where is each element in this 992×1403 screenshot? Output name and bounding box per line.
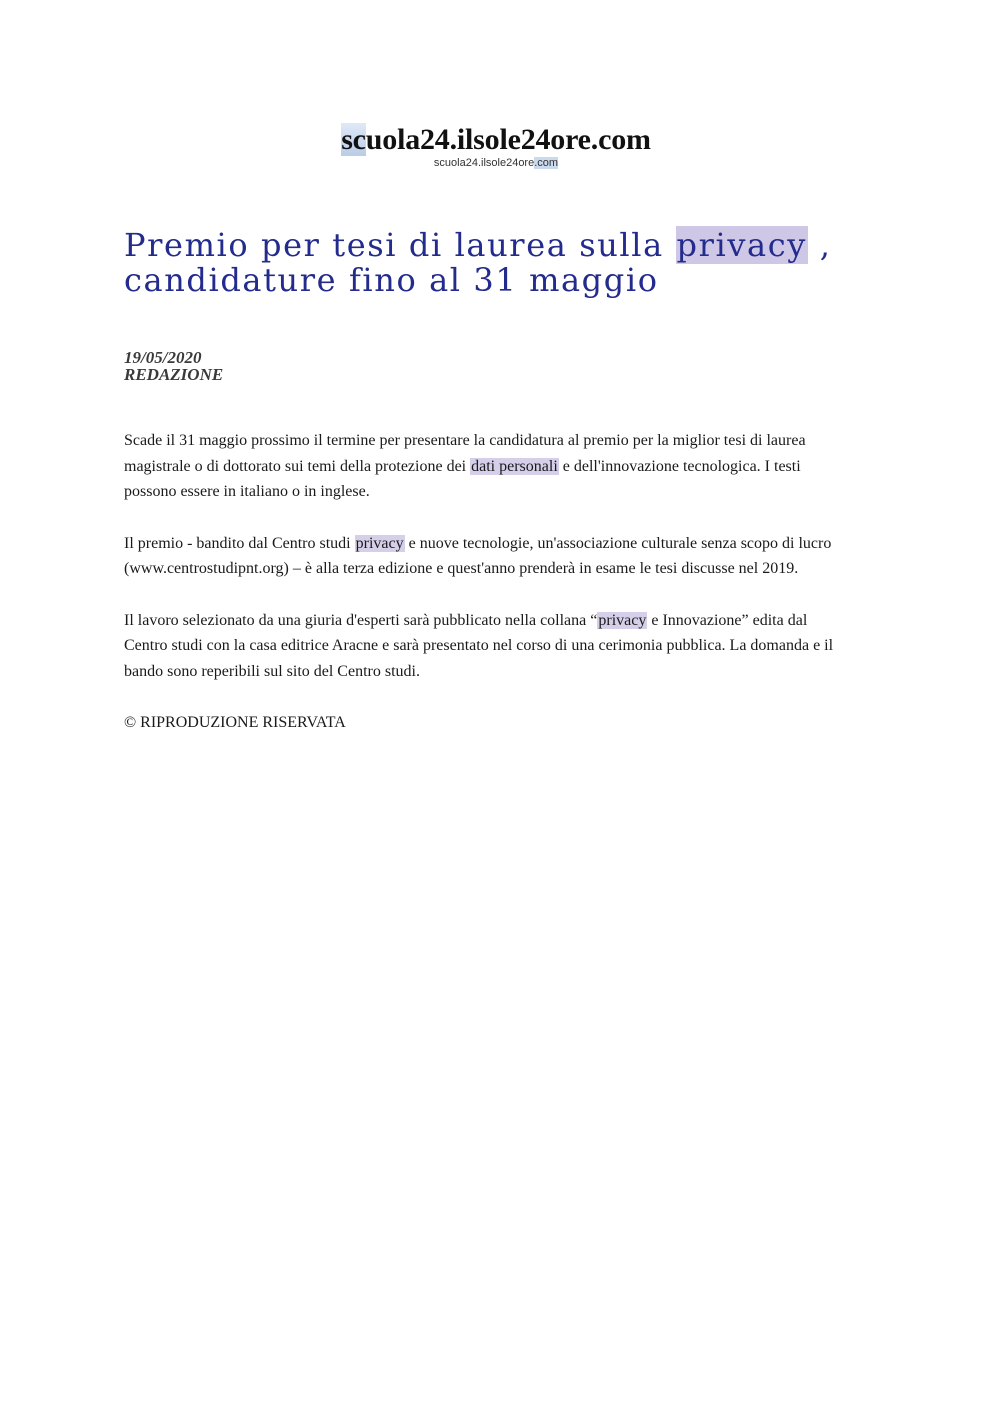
copyright-notice: © RIPRODUZIONE RISERVATA: [124, 714, 346, 731]
paragraph-1-highlight: dati personali: [471, 457, 558, 475]
paragraph-1-text-a: Scade il 31 maggio prossimo il termine per presentare la candidatura al premio per la miglior tesi di laurea magistrale o di dottorato sui temi della protezione dei: [124, 432, 806, 475]
paragraph-2-highlight: privacy: [355, 534, 404, 552]
paragraph-3-highlight: privacy: [598, 611, 647, 629]
paragraph-1-text-b: e dell'innovazione tecnologica. I testi possono essere in italiano o in inglese.: [124, 457, 801, 500]
paragraph-2: [124, 531, 844, 582]
paragraph-3-text-b: e Innovazione” edita dal Centro studi con la casa editrice Aracne e sarà presentato nel corso di una cerimonia pubblica. La domanda e il bando sono reperibili sul sito del Centro studi.: [124, 611, 834, 680]
site-subtitle-highlight: .com: [534, 157, 559, 169]
site-title-rest: uola24.ilsole24ore.com: [365, 123, 651, 156]
paragraph-3: [124, 608, 844, 685]
headline-part-1: Premio per tesi di laurea sulla: [124, 226, 676, 264]
article-meta: [124, 349, 223, 383]
site-title-highlight: sc: [341, 123, 366, 156]
site-subtitle-main: scuola24.ilsole24ore: [433, 157, 535, 169]
site-subtitle: [0, 156, 992, 170]
article-author: REDAZIONE: [124, 365, 224, 384]
article-date: 19/05/2020: [124, 348, 202, 367]
site-title: [0, 124, 992, 156]
paragraph-2-text-b: e nuove tecnologie, un'associazione culturale senza scopo di lucro (www.centrostudipnt.org) – è alla terza edizione e quest'anno prenderà in esame le tesi discusse nel 2019.: [124, 534, 832, 577]
headline-part-2: , candidature fino al 31 maggio: [124, 226, 832, 299]
article-headline: [124, 228, 864, 298]
paragraph-1: [124, 428, 844, 505]
paragraph-2-text-a: Il premio - bandito dal Centro studi: [124, 534, 355, 552]
headline-highlight: privacy: [676, 226, 807, 264]
paragraph-3-text-a: Il lavoro selezionato da una giuria d'esperti sarà pubblicato nella collana “: [124, 611, 598, 629]
article-body: [124, 428, 844, 762]
masthead: [0, 124, 992, 170]
